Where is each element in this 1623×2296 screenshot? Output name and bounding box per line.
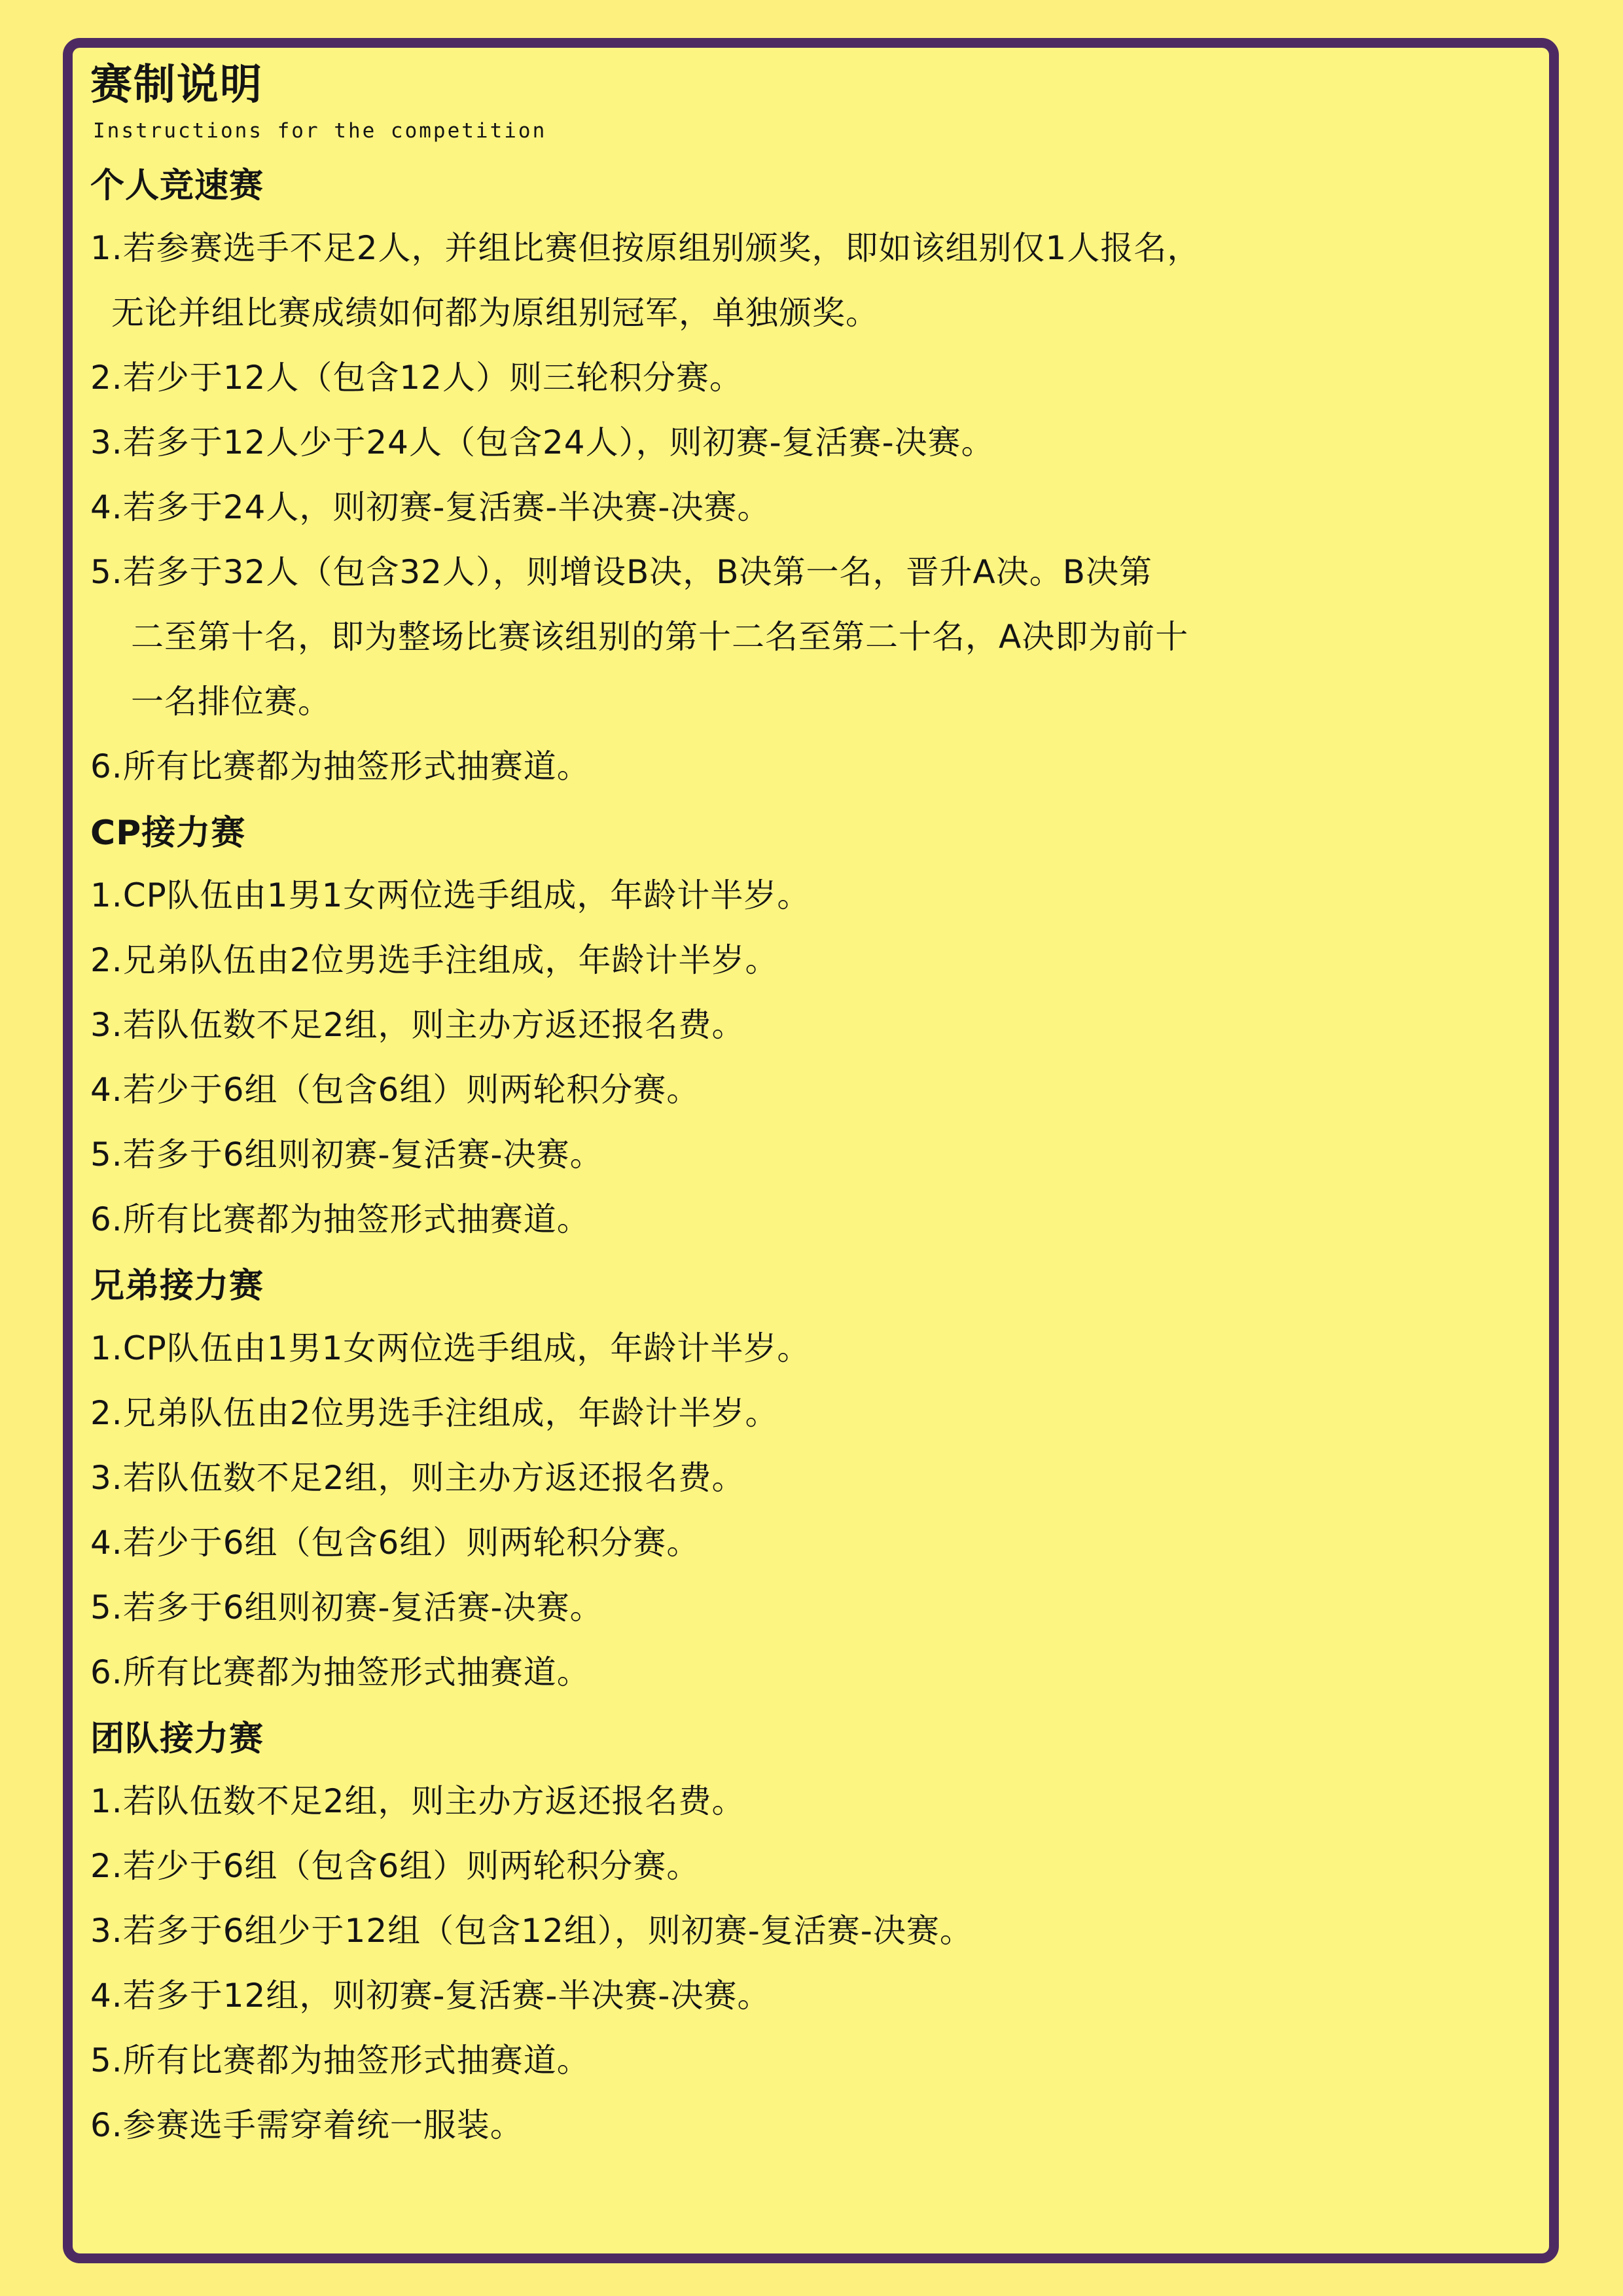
list-item-text: 2.若少于6组（包含6组）则两轮积分赛。 xyxy=(90,1847,700,1885)
section xyxy=(90,1715,1412,2158)
document-title: 赛制说明 xyxy=(90,61,263,109)
list-item xyxy=(90,1058,1412,1122)
list-item-text: 5.若多于6组则初赛-复活赛-决赛。 xyxy=(90,1136,603,1174)
list-item-text: 5.若多于6组则初赛-复活赛-决赛。 xyxy=(90,1588,603,1626)
list-item xyxy=(90,1899,1412,1964)
list-item xyxy=(90,1769,1412,1834)
list-item-text: 5.所有比赛都为抽签形式抽赛道。 xyxy=(90,2041,590,2079)
list-item xyxy=(90,993,1412,1058)
list-item-continuation: 二至第十名，即为整场比赛该组别的第十二名至第二十名，A决即为前十 xyxy=(131,618,1189,656)
section-title: CP接力赛 xyxy=(90,814,246,853)
document-content xyxy=(90,59,1412,2158)
list-item xyxy=(90,1964,1412,2028)
list-item xyxy=(90,540,1412,734)
document-subtitle: Instructions for the competition xyxy=(93,119,547,143)
list-item-text: 1.若参赛选手不足2人，并组比赛但按原组别颁奖，即如该组别仅1人报名， xyxy=(90,229,1201,267)
list-item-text: 6.参赛选手需穿着统一服装。 xyxy=(90,2106,524,2144)
list-item xyxy=(90,1575,1412,1640)
list-item-text: 6.所有比赛都为抽签形式抽赛道。 xyxy=(90,1653,590,1691)
list-item-continuation: 无论并组比赛成绩如何都为原组别冠军，单独颁奖。 xyxy=(111,294,879,332)
list-item xyxy=(90,1187,1412,1252)
list-item xyxy=(90,928,1412,993)
list-item xyxy=(90,2093,1412,2158)
list-item xyxy=(90,1122,1412,1187)
list-item-text: 6.所有比赛都为抽签形式抽赛道。 xyxy=(90,1200,590,1238)
list-item-text: 1.若队伍数不足2组，则主办方返还报名费。 xyxy=(90,1782,745,1820)
list-item xyxy=(90,346,1412,410)
list-item-text: 1.CP队伍由1男1女两位选手组成，年龄计半岁。 xyxy=(90,876,811,914)
list-item xyxy=(90,216,1412,346)
list-item xyxy=(90,410,1412,475)
section-title: 个人竞速赛 xyxy=(90,166,264,206)
list-item xyxy=(90,2028,1412,2093)
list-item-text: 3.若多于12人少于24人（包含24人），则初赛-复活赛-决赛。 xyxy=(90,423,995,461)
list-item-text: 4.若多于24人，则初赛-复活赛-半决赛-决赛。 xyxy=(90,488,771,526)
list-item xyxy=(90,863,1412,928)
list-item-text: 6.所有比赛都为抽签形式抽赛道。 xyxy=(90,747,590,785)
section-title: 团队接力赛 xyxy=(90,1719,264,1759)
list-item xyxy=(90,475,1412,540)
list-item-text: 3.若队伍数不足2组，则主办方返还报名费。 xyxy=(90,1459,745,1497)
list-item-text: 2.兄弟队伍由2位男选手注组成，年龄计半岁。 xyxy=(90,1394,779,1432)
section xyxy=(90,1263,1412,1705)
list-item-text: 3.若队伍数不足2组，则主办方返还报名费。 xyxy=(90,1006,745,1044)
list-item-text: 1.CP队伍由1男1女两位选手组成，年龄计半岁。 xyxy=(90,1329,811,1367)
list-item-text: 2.若少于12人（包含12人）则三轮积分赛。 xyxy=(90,359,743,397)
section xyxy=(90,162,1412,799)
list-item xyxy=(90,734,1412,799)
list-item-text: 4.若多于12组，则初赛-复活赛-半决赛-决赛。 xyxy=(90,1977,771,2015)
list-item xyxy=(90,1446,1412,1511)
sections-container xyxy=(90,162,1412,2158)
list-item xyxy=(90,1640,1412,1705)
list-item xyxy=(90,1381,1412,1446)
list-item-text: 2.兄弟队伍由2位男选手注组成，年龄计半岁。 xyxy=(90,941,779,979)
list-item-text: 4.若少于6组（包含6组）则两轮积分赛。 xyxy=(90,1524,700,1562)
list-item-text: 3.若多于6组少于12组（包含12组），则初赛-复活赛-决赛。 xyxy=(90,1912,973,1950)
section xyxy=(90,810,1412,1252)
list-item-continuation: 一名排位赛。 xyxy=(131,683,331,721)
list-item-text: 5.若多于32人（包含32人），则增设B决，B决第一名，晋升A决。B决第 xyxy=(90,553,1153,591)
list-item xyxy=(90,1316,1412,1381)
list-item xyxy=(90,1511,1412,1575)
list-item-text: 4.若少于6组（包含6组）则两轮积分赛。 xyxy=(90,1071,700,1109)
section-title: 兄弟接力赛 xyxy=(90,1266,264,1306)
list-item xyxy=(90,1834,1412,1899)
